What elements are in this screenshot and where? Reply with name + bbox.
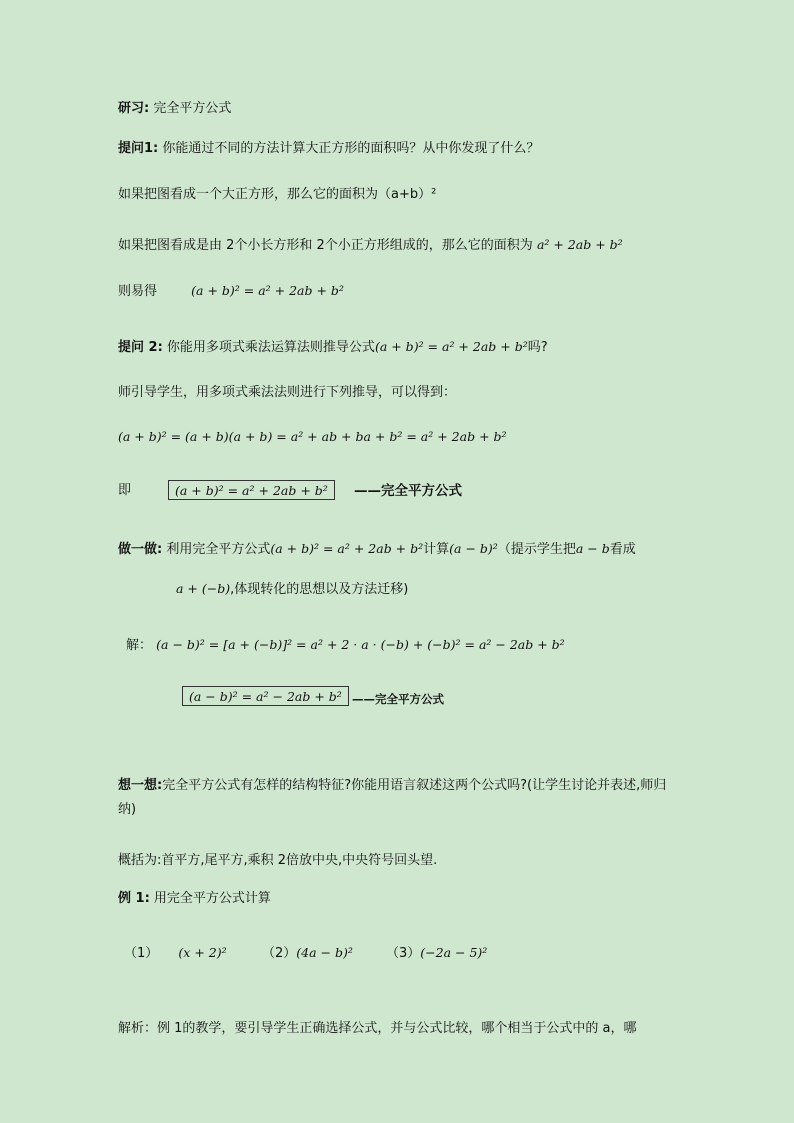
q1-line1: 如果把图看成一个大正方形，那么它的面积为（a+b）² <box>118 187 437 202</box>
think-text: 完全平方公式有怎样的结构特征?你能用语言叙述这两个公式吗?(让学生讨论并表述,师归纳) <box>118 778 667 817</box>
question-2 <box>118 338 548 357</box>
formula-name-2: ——完全平方公式 <box>352 692 444 706</box>
think-label: 想一想: <box>118 778 163 793</box>
example-item-num: （1） <box>124 946 159 961</box>
q2-label: 提问 2: <box>118 340 163 355</box>
try-it <box>118 540 636 559</box>
example-item-3 <box>386 944 487 963</box>
heading-label: 研习: <box>118 101 150 116</box>
q1-line2 <box>118 236 623 255</box>
solution-math: (a − b)² = [a + (−b)]² = a² + 2 · a · (−b) + (−b)² = a² − 2ab + b² <box>156 637 565 652</box>
heading-text: 完全平方公式 <box>153 101 232 116</box>
think-summary: 概括为:首平方,尾平方,乘积 2倍放中央,中央符号回头望. <box>118 853 438 868</box>
q1-line3 <box>118 282 344 301</box>
q1-text: 你能通过不同的方法计算大正方形的面积吗？从中你发现了什么？ <box>162 141 540 156</box>
q2-ji: 即 <box>118 483 132 498</box>
example-item-expr: (4a − b)² <box>296 945 353 960</box>
question-1 <box>118 140 539 158</box>
try-line2-math: a + (−b) <box>176 581 231 596</box>
formula-name-1: ——完全平方公式 <box>354 483 462 499</box>
example-text: 用完全平方公式计算 <box>153 891 271 906</box>
example-label: 例 1: <box>118 891 150 906</box>
try-math1: (a + b)² = a² + 2ab + b² <box>270 541 424 556</box>
boxed-formula-1: (a + b)² = a² + 2ab + b² <box>168 480 335 500</box>
section-heading <box>118 100 231 118</box>
try-math3: a − b <box>575 541 610 556</box>
try-label: 做一做: <box>118 542 163 557</box>
try-text4: 看成 <box>609 542 636 557</box>
example-item-num: （3） <box>386 946 421 961</box>
try-text1: 利用完全平方公式 <box>166 542 271 557</box>
solution <box>126 636 565 655</box>
q2-text-before: 你能用多项式乘法运算法则推导公式 <box>166 340 375 355</box>
try-text2: 计算 <box>423 542 450 557</box>
q1-line3-math: (a + b)² = a² + 2ab + b² <box>191 283 344 298</box>
q1-line3-text: 则易得 <box>118 284 158 299</box>
example-analysis: 解析：例 1的教学，要引导学生正确选择公式，并与公式比较，哪个相当于公式中的 a，哪 <box>118 1021 637 1036</box>
q2-math: (a + b)² = a² + 2ab + b² <box>374 339 528 354</box>
example-item-expr: (x + 2)² <box>178 945 227 960</box>
q1-label: 提问1: <box>118 141 159 156</box>
example-item-num: （2） <box>262 946 297 961</box>
try-math2: (a − b)² <box>449 541 498 556</box>
try-line2 <box>176 580 408 599</box>
try-line2-text: ,体现转化的思想以及方法迁移) <box>230 582 409 597</box>
q1-line2-math: a² + 2ab + b² <box>536 237 623 252</box>
boxed-formula-2: (a − b)² = a² − 2ab + b² <box>182 686 349 706</box>
q2-guide: 师引导学生，用多项式乘法法则进行下列推导，可以得到： <box>118 385 457 400</box>
example-item-expr: (−2a − 5)² <box>420 945 488 960</box>
example-1 <box>118 890 271 908</box>
solution-label: 解： <box>126 638 153 653</box>
example-item-2 <box>262 944 353 963</box>
q1-line2-text: 如果把图看成是由 2个小长方形和 2个小正方形组成的，那么它的面积为 <box>118 238 533 253</box>
think-section <box>118 774 678 822</box>
q2-derivation: (a + b)² = (a + b)(a + b) = a² + ab + ba + b² = a² + 2ab + b² <box>118 429 507 444</box>
q2-text-after: 吗? <box>527 340 548 355</box>
try-text3: （提示学生把 <box>497 542 576 557</box>
example-item-1 <box>124 944 227 963</box>
